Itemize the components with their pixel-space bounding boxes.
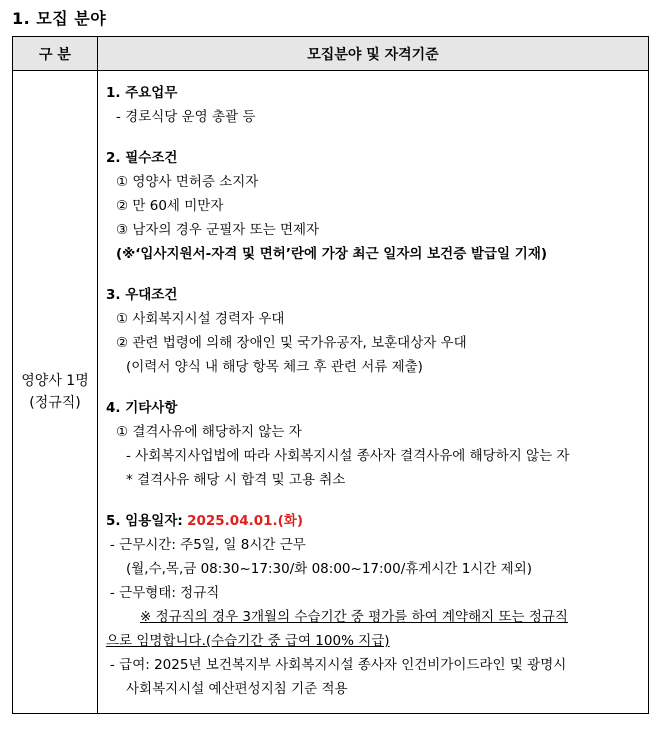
probation-note-pay: (수습기간 중 급여 100% 지급) xyxy=(205,633,390,649)
required-item-1: ① 영양사 면허증 소지자 xyxy=(116,174,259,190)
probation-note-line2 xyxy=(106,629,648,653)
table-row xyxy=(13,71,649,714)
employment-date-line xyxy=(106,509,648,533)
required-item-3: ③ 남자의 경우 군필자 또는 면제자 xyxy=(116,222,320,238)
duty-item: - 경로식당 운영 총괄 등 xyxy=(116,109,256,125)
position-type: (정규직) xyxy=(29,395,81,411)
other-sub-item-1: - 사회복지사업법에 따라 사회복지시설 종사자 결격사유에 해당하지 않는 자 xyxy=(126,448,570,464)
recruitment-table xyxy=(12,36,649,714)
section-title-required: 2. 필수조건 xyxy=(106,150,178,166)
work-hours: - 근무시간: 주5일, 일 8시간 근무 xyxy=(110,537,306,553)
preferred-note: (이력서 양식 내 해당 항목 체크 후 관련 서류 제출) xyxy=(126,359,423,375)
page-heading: 1. 모집 분야 xyxy=(12,9,107,28)
salary-line2: 사회복지시설 예산편성지침 기준 적용 xyxy=(126,681,348,697)
section-title-other: 4. 기타사항 xyxy=(106,400,178,416)
other-sub-item-2: * 결격사유 해당 시 합격 및 고용 취소 xyxy=(126,472,346,488)
work-type: - 근무형태: 정규직 xyxy=(110,585,220,601)
probation-note-line1: ※ 정규직의 경우 3개월의 수습기간 중 평가를 하여 계약해지 또는 정규직 xyxy=(140,609,568,625)
employment-date: 2025.04.01.(화) xyxy=(187,513,304,529)
position-cell xyxy=(13,71,98,714)
section-title-employment: 5. 임용일자: xyxy=(106,513,183,529)
col-header-field: 모집분야 및 자격기준 xyxy=(98,37,649,71)
position-title: 영양사 1명 xyxy=(21,373,89,389)
criteria-cell xyxy=(98,71,649,714)
required-note: (※‘입사지원서-자격 및 면허’란에 가장 최근 일자의 보건증 발급일 기재) xyxy=(116,246,548,262)
work-hours-detail: (월,수,목,금 08:30~17:30/화 08:00~17:00/휴게시간 1시간 제외) xyxy=(126,561,533,577)
required-item-2: ② 만 60세 미만자 xyxy=(116,198,224,214)
col-header-category: 구 분 xyxy=(13,37,98,71)
section-title-preferred: 3. 우대조건 xyxy=(106,287,178,303)
salary-line1: - 급여: 2025년 보건복지부 사회복지시설 종사자 인건비가이드라인 및 광명시 xyxy=(110,657,567,673)
section-title-duty: 1. 주요업무 xyxy=(106,85,178,101)
preferred-item-2: ② 관련 법령에 의해 장애인 및 국가유공자, 보훈대상자 우대 xyxy=(116,335,467,351)
preferred-item-1: ① 사회복지시설 경력자 우대 xyxy=(116,311,285,327)
table-header-row xyxy=(13,37,649,71)
probation-note-appoint: 으로 임명합니다. xyxy=(106,633,206,649)
other-item: ① 결격사유에 해당하지 않는 자 xyxy=(116,424,302,440)
